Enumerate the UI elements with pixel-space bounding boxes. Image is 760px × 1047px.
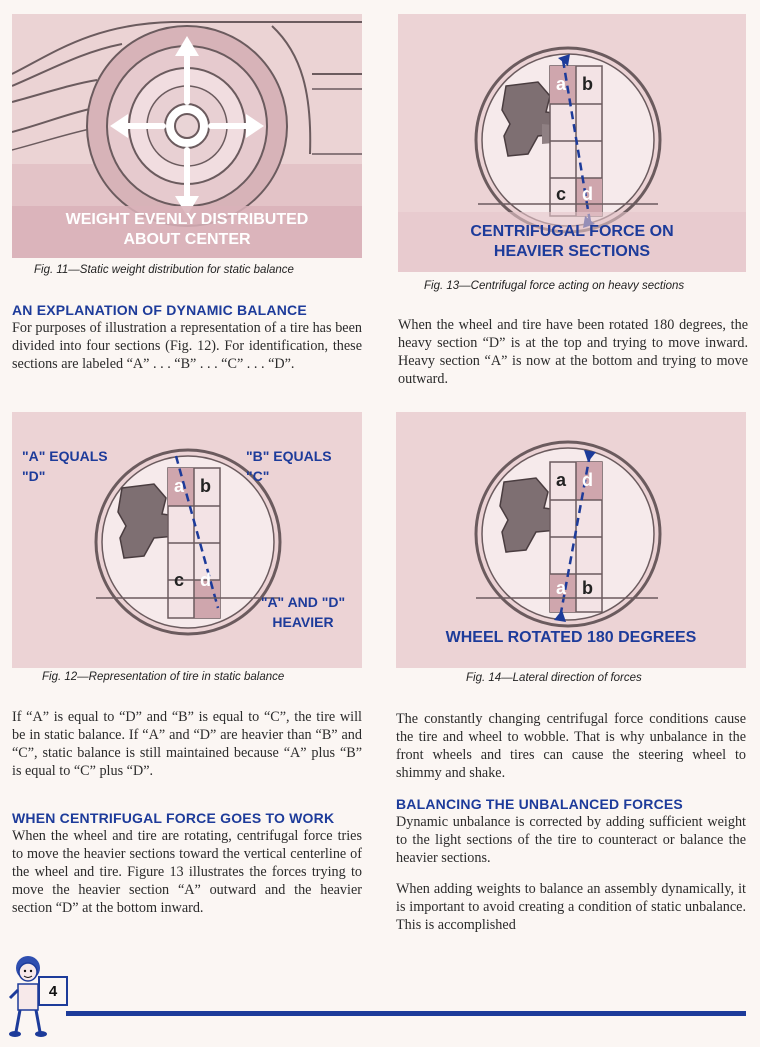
fig13-section-c: c [556,184,567,204]
section2-paragraph: When the wheel and tire are rotating, centrifugal force tries to move the heavier sections toward the vertical centerline of the wheel and tire. Figure 13 illustrates the forces trying to move the heavier section “A” outward and the heavier section “D” at the bottom inward. [12,828,362,916]
page-number: 4 [48,982,58,1000]
section-heading-centrifugal-force: WHEN CENTRIFUGAL FORCE GOES TO WORK [12,810,335,826]
fig12-heavier-line2: HEAVIER [272,614,334,630]
figure-12 [12,412,362,668]
fig14-section-a-bottom: a [556,578,567,598]
page-number-box [38,976,68,1006]
section3-paragraph-2: When adding weights to balance an assembly dynamically, it is important to avoid creating a condition of static unbalance. This is accomplished [396,881,746,933]
fig13-label-line2: HEAVIER SECTIONS [493,243,651,260]
section-heading-dynamic-balance: AN EXPLANATION OF DYNAMIC BALANCE [12,302,307,318]
fig12-section-c: c [174,570,185,590]
fig11-label-line1: WEIGHT EVENLY DISTRIBUTED [65,211,309,228]
fig14-section-a: a [556,470,567,490]
fig12-label-heavier [258,592,348,632]
fig11-label [12,210,362,250]
footer-rule [66,1011,746,1016]
fig13-section-b: b [582,74,593,94]
fig12-section-d: d [200,570,211,590]
figure-11 [12,14,362,258]
fig12-caption: Fig. 12—Representation of tire in static balance [42,671,285,683]
fig12-label-right: "B" EQUALS "C" [246,448,332,484]
fig14-section-d-top: d [582,470,593,490]
paragraph-wobble: The constantly changing centrifugal force conditions cause the tire and wheel to wobble. That is why unbalance in the front wheels and tires can cause the steering wheel to shimmy and shake. [396,711,746,781]
fig11-caption: Fig. 11—Static weight distribution for static balance [34,264,294,276]
section1-paragraph: For purposes of illustration a representation of a tire has been divided into four sections (Fig. 12). For identification, these sections are labeled “A” . . . “B” . . . “C” . . . “D”. [12,320,362,372]
fig13-label-line1: CENTRIFUGAL FORCE ON [470,223,674,240]
section3-paragraph: Dynamic unbalance is corrected by adding sufficient weight to the light sections of the tire to counteract or balance the heavier sections. [396,814,746,866]
fig12-label-left: "A" EQUALS "D" [22,448,108,484]
section-heading-balancing: BALANCING THE UNBALANCED FORCES [396,796,683,812]
fig12-section-a: a [174,476,185,496]
fig13-section-d: d [582,184,593,204]
fig13-label [398,222,746,262]
fig14-section-b: b [582,578,593,598]
paragraph-rotated: When the wheel and tire have been rotated 180 degrees, the heavy section “D” is at the top and trying to move inward. Heavy section “A” is now at the bottom and trying to move outward. [398,317,748,387]
fig12-section-b: b [200,476,211,496]
figure-14 [396,412,746,668]
figure-13 [398,14,746,272]
fig14-label: WHEEL ROTATED 180 DEGREES [445,629,697,646]
fig13-caption: Fig. 13—Centrifugal force acting on heavy sections [424,280,685,292]
paragraph-static-balance: If “A” is equal to “D” and “B” is equal to “C”, the tire will be in static balance. If “A” and “D” are heavier than “B” and “C”, static balance is still maintained because “A” plus “B” is equal to “C” plus “D”. [12,709,362,779]
fig13-section-a: a [556,74,567,94]
fig11-label-line2: ABOUT CENTER [123,231,251,248]
fig14-caption: Fig. 14—Lateral direction of forces [466,672,642,684]
fig12-heavier-line1: "A" AND "D" [260,594,346,610]
